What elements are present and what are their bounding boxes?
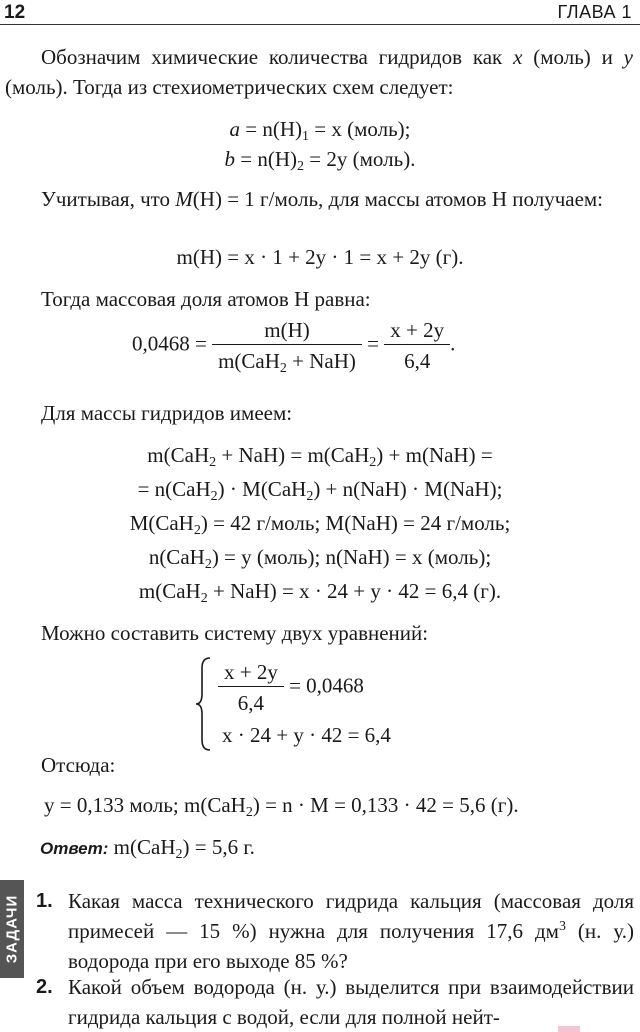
task-number: 2. (36, 976, 53, 998)
system-line-1: $\frac{x + 2y}{6,4}$ = 0,0468 (218, 658, 364, 717)
task-1 (36, 886, 634, 976)
system-brace (196, 656, 212, 752)
chapter-title: ГЛАВА 1 (557, 2, 632, 22)
paragraph-3: Тогда массовая доля атомов H равна: (41, 287, 371, 311)
equation-7: M(CaH$_2$) = 42 г/моль; M(NaH) = 24 г/моль; (129, 511, 511, 538)
system-line-2: x · 24 + y · 42 = 6,4 (222, 723, 391, 747)
task-text: Какая масса технического гидрида кальция (массовая доля примесей — 15 %) нужна для получения 17,6 $дм^3$ (н. у.) водорода при его выходе 85 %? (68, 889, 634, 973)
page-number: 12 (4, 2, 26, 23)
fraction-2: $\frac{x + 2y}{6,4}$ (384, 316, 450, 375)
equation-5: m(CaH$_2$ + NaH) = m(CaH$_2$) + m(NaH) = (147, 443, 493, 470)
decorative-mark (558, 1026, 580, 1032)
task-2 (36, 972, 634, 1032)
paragraph-5: Можно составить систему двух уравнений: (41, 621, 429, 645)
equation-b: $b = n(H)_2 = 2y$ (моль). (224, 147, 416, 174)
task-number: 1. (36, 890, 53, 912)
answer-line: Ответ: m(CaH$_2$) = 5,6 г. (40, 835, 255, 862)
equation-8: n(CaH$_2$) = y (моль); n(NaH) = x (моль); (148, 545, 492, 572)
equation-mass-h: m(H) = x · 1 + 2y · 1 = x + 2y (г). (176, 245, 464, 269)
equation-result: y = 0,133 моль; m(CaH$_2$) = n · M = 0,133 · 42 = 5,6 (г). (44, 793, 519, 820)
equation-9: m(CaH$_2$ + NaH) = x · 24 + y · 42 = 6,4 (г). (138, 579, 502, 606)
paragraph-4: Для массы гидридов имеем: (41, 401, 293, 425)
paragraph-2: Учитывая, что M(H) = 1 г/моль, для массы атомов H получаем: (41, 187, 604, 211)
equation-6: = n(CaH$_2$) · M(CaH$_2$) + n(NaH) · M(NaH); (137, 477, 503, 504)
paragraph-1: Обозначим химические количества гидридов как x (моль) и y (моль). Тогда из стехиометрических схем следует: (5, 45, 633, 99)
fraction-1: $\frac{m(H)}{m(CaH_2 + NaH)}$ (212, 316, 362, 375)
task-text: Какой объем водорода (н. у.) выделится при взаимодействии гидрида кальция с водой, если для полной нейт- (68, 975, 634, 1029)
tasks-side-tab: ЗАДАЧИ (0, 880, 24, 978)
header-rule (0, 24, 640, 25)
system-fraction: $\frac{x + 2y}{6,4}$ (218, 658, 284, 717)
equation-a: $a = n(H)_1 = x$ (моль); (229, 117, 411, 144)
page-header (0, 0, 640, 26)
paragraph-6: Отсюда: (41, 753, 116, 777)
answer-label: Ответ: (40, 839, 109, 858)
equation-mass-fraction: 0,0468 = $\frac{m(H)}{m(CaH_2 + NaH)}$ = $\frac{x + 2y}{6,4}$ . (132, 318, 456, 376)
